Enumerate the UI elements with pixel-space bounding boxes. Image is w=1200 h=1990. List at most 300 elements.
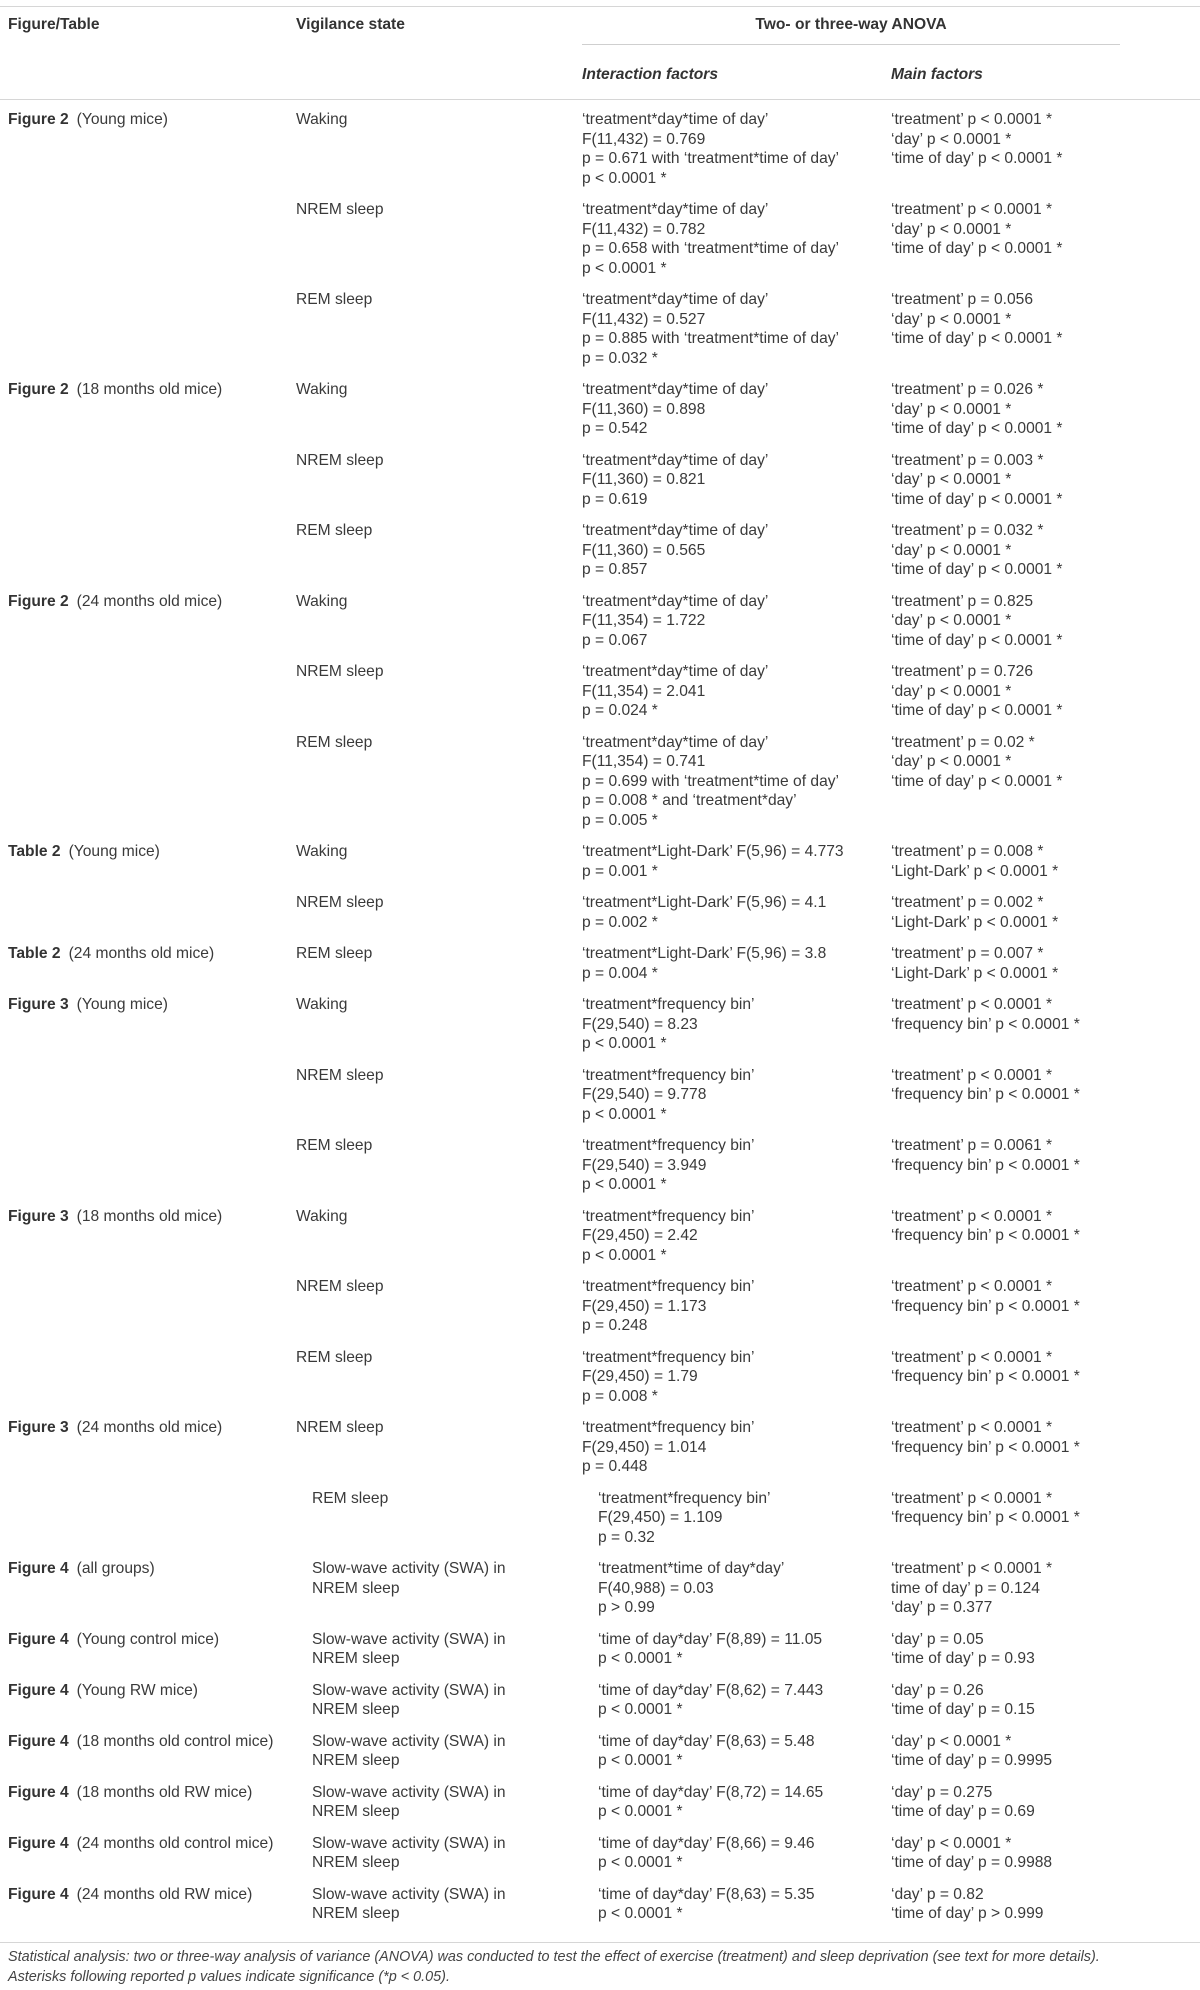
cell-main-factors bbox=[891, 1408, 1200, 1479]
table-row bbox=[0, 1267, 1200, 1338]
cell-vigilance-state bbox=[296, 1267, 582, 1338]
main-factor-line: ‘treatment’ p < 0.0001 * bbox=[891, 1560, 1053, 1577]
vigilance-state-line: NREM sleep bbox=[296, 663, 384, 680]
table-row bbox=[0, 1773, 1200, 1824]
vigilance-state-line: Waking bbox=[296, 111, 348, 128]
cell-main-factors bbox=[891, 1671, 1200, 1722]
main-factor-line: ‘time of day’ p = 0.15 bbox=[891, 1701, 1035, 1718]
cell-vigilance-state bbox=[296, 1197, 582, 1268]
interaction-line: p = 0.32 bbox=[598, 1528, 655, 1546]
cell-figure bbox=[0, 832, 296, 883]
vigilance-state-line: REM sleep bbox=[296, 1348, 373, 1366]
figure-group: (18 months old control mice) bbox=[76, 1732, 274, 1750]
vigilance-state-line: Waking bbox=[296, 843, 348, 860]
interaction-line: p < 0.0001 * bbox=[582, 1035, 667, 1052]
main-factor-line: ‘treatment’ p = 0.003 * bbox=[891, 451, 1044, 469]
figure-label: Figure 4 bbox=[8, 1783, 69, 1801]
cell-figure bbox=[0, 985, 296, 1056]
header-figure-table: Figure/Table bbox=[0, 7, 296, 100]
cell-interaction-factors bbox=[582, 1875, 891, 1926]
main-factor-line: ‘frequency bin’ p < 0.0001 * bbox=[891, 1086, 1080, 1103]
table-row bbox=[0, 1620, 1200, 1671]
interaction-line: F(29,540) = 8.23 bbox=[582, 1015, 698, 1033]
cell-main-factors bbox=[891, 370, 1200, 441]
figure-group: (Young mice) bbox=[76, 996, 168, 1013]
main-factor-line: ‘time of day’ p < 0.0001 * bbox=[891, 561, 1063, 578]
interaction-line: p = 0.658 with ‘treatment*time of day’ bbox=[582, 240, 839, 257]
interaction-line: p < 0.0001 * bbox=[582, 1246, 667, 1264]
cell-vigilance-state bbox=[296, 1773, 582, 1824]
main-factor-line: ‘time of day’ p < 0.0001 * bbox=[891, 420, 1063, 437]
interaction-line: ‘time of day*day’ F(8,63) = 5.48 bbox=[598, 1732, 815, 1750]
cell-figure bbox=[0, 934, 296, 985]
cell-figure bbox=[0, 1875, 296, 1926]
cell-main-factors bbox=[891, 1338, 1200, 1409]
vigilance-state-line: Slow-wave activity (SWA) in bbox=[312, 1834, 506, 1852]
cell-vigilance-state bbox=[296, 100, 582, 191]
main-factor-line: ‘treatment’ p = 0.032 * bbox=[891, 522, 1044, 539]
interaction-line: ‘treatment*time of day*day’ bbox=[598, 1560, 785, 1577]
cell-vigilance-state bbox=[296, 985, 582, 1056]
interaction-line: p < 0.0001 * bbox=[598, 1803, 683, 1820]
cell-interaction-factors bbox=[582, 1267, 891, 1338]
interaction-line: ‘treatment*frequency bin’ bbox=[582, 1207, 755, 1225]
main-factor-line: ‘day’ p < 0.0001 * bbox=[891, 1732, 1012, 1750]
cell-main-factors bbox=[891, 190, 1200, 280]
table-row bbox=[0, 1408, 1200, 1479]
interaction-line: p = 0.671 with ‘treatment*time of day’ bbox=[582, 150, 839, 167]
cell-main-factors bbox=[891, 1126, 1200, 1197]
cell-interaction-factors bbox=[582, 370, 891, 441]
cell-figure bbox=[0, 1338, 296, 1409]
table-row bbox=[0, 1056, 1200, 1127]
cell-main-factors bbox=[891, 723, 1200, 833]
figure-group: (Young mice) bbox=[68, 843, 160, 860]
vigilance-state-line: NREM sleep bbox=[312, 1752, 400, 1769]
cell-main-factors bbox=[891, 1479, 1200, 1550]
main-factor-line: ‘time of day’ p > 0.999 bbox=[891, 1905, 1044, 1922]
main-factor-line: ‘day’ p < 0.0001 * bbox=[891, 753, 1012, 770]
interaction-line: p = 0.619 bbox=[582, 490, 648, 508]
main-factor-line: ‘treatment’ p < 0.0001 * bbox=[891, 1489, 1053, 1507]
main-factor-line: ‘treatment’ p < 0.0001 * bbox=[891, 1419, 1053, 1436]
vigilance-state-line: NREM sleep bbox=[312, 1803, 400, 1820]
cell-figure bbox=[0, 441, 296, 512]
cell-figure bbox=[0, 1773, 296, 1824]
main-factor-line: ‘time of day’ p < 0.0001 * bbox=[891, 702, 1063, 719]
interaction-line: p = 0.005 * bbox=[582, 811, 658, 829]
table-row bbox=[0, 985, 1200, 1056]
interaction-line: p = 0.008 * and ‘treatment*day’ bbox=[582, 792, 797, 809]
interaction-line: F(29,450) = 1.109 bbox=[598, 1509, 723, 1526]
cell-vigilance-state bbox=[296, 1875, 582, 1926]
cell-figure bbox=[0, 1056, 296, 1127]
main-factor-line: ‘Light-Dark’ p < 0.0001 * bbox=[891, 913, 1059, 931]
interaction-line: ‘time of day*day’ F(8,72) = 14.65 bbox=[598, 1783, 824, 1801]
main-factor-line: ‘treatment’ p = 0.008 * bbox=[891, 843, 1044, 860]
cell-interaction-factors bbox=[582, 883, 891, 934]
figure-label: Table 2 bbox=[8, 843, 61, 860]
cell-interaction-factors bbox=[582, 1056, 891, 1127]
cell-vigilance-state bbox=[296, 1549, 582, 1620]
cell-vigilance-state bbox=[296, 370, 582, 441]
cell-vigilance-state bbox=[296, 832, 582, 883]
cell-main-factors bbox=[891, 1197, 1200, 1268]
cell-vigilance-state bbox=[296, 1056, 582, 1127]
main-factor-line: ‘day’ p < 0.0001 * bbox=[891, 1834, 1012, 1852]
vigilance-state-line: Slow-wave activity (SWA) in bbox=[312, 1630, 506, 1648]
main-factor-line: ‘time of day’ p = 0.93 bbox=[891, 1650, 1035, 1667]
cell-main-factors bbox=[891, 652, 1200, 723]
cell-interaction-factors bbox=[582, 100, 891, 191]
main-factor-line: ‘time of day’ p < 0.0001 * bbox=[891, 150, 1063, 167]
vigilance-state-line: Slow-wave activity (SWA) in bbox=[312, 1681, 506, 1699]
cell-figure bbox=[0, 1479, 296, 1550]
main-factor-line: ‘frequency bin’ p < 0.0001 * bbox=[891, 1156, 1080, 1174]
table-row bbox=[0, 652, 1200, 723]
vigilance-state-line: NREM sleep bbox=[296, 201, 384, 218]
main-factor-line: ‘time of day’ p < 0.0001 * bbox=[891, 631, 1063, 649]
figure-label: Figure 3 bbox=[8, 996, 69, 1013]
cell-main-factors bbox=[891, 1620, 1200, 1671]
interaction-line: p = 0.032 * bbox=[582, 349, 658, 367]
footnote-line: Asterisks following reported p values indicate significance (*p < 0.05). bbox=[8, 1969, 450, 1985]
main-factor-line: ‘treatment’ p < 0.0001 * bbox=[891, 1066, 1053, 1084]
cell-interaction-factors bbox=[582, 1338, 891, 1409]
main-factor-line: ‘time of day’ p = 0.69 bbox=[891, 1803, 1035, 1820]
cell-figure bbox=[0, 100, 296, 191]
main-factor-line: ‘day’ p = 0.82 bbox=[891, 1885, 984, 1903]
main-factor-line: ‘treatment’ p = 0.0061 * bbox=[891, 1137, 1053, 1154]
main-factor-line: ‘treatment’ p = 0.002 * bbox=[891, 894, 1044, 911]
cell-vigilance-state bbox=[296, 652, 582, 723]
main-factor-line: ‘day’ p < 0.0001 * bbox=[891, 400, 1012, 418]
main-factor-line: ‘day’ p < 0.0001 * bbox=[891, 471, 1012, 488]
interaction-line: p < 0.0001 * bbox=[598, 1752, 683, 1769]
cell-figure bbox=[0, 883, 296, 934]
vigilance-state-line: Slow-wave activity (SWA) in bbox=[312, 1732, 506, 1750]
table-bottom-rule bbox=[0, 1926, 1200, 1943]
interaction-line: ‘time of day*day’ F(8,62) = 7.443 bbox=[598, 1681, 824, 1699]
main-factor-line: ‘treatment’ p = 0.825 bbox=[891, 592, 1034, 610]
figure-group: (18 months old RW mice) bbox=[76, 1783, 253, 1801]
main-factor-line: ‘time of day’ p < 0.0001 * bbox=[891, 490, 1063, 508]
figure-label: Figure 3 bbox=[8, 1419, 69, 1436]
cell-interaction-factors bbox=[582, 934, 891, 985]
cell-main-factors bbox=[891, 1773, 1200, 1824]
header-interaction-factors: Interaction factors bbox=[582, 66, 719, 84]
interaction-line: p < 0.0001 * bbox=[598, 1854, 683, 1871]
cell-vigilance-state bbox=[296, 1126, 582, 1197]
vigilance-state-line: Waking bbox=[296, 1207, 348, 1225]
figure-group: (18 months old mice) bbox=[76, 1207, 223, 1225]
vigilance-state-line: NREM sleep bbox=[312, 1650, 400, 1667]
cell-vigilance-state bbox=[296, 582, 582, 653]
cell-vigilance-state bbox=[296, 1722, 582, 1773]
table-row bbox=[0, 370, 1200, 441]
cell-interaction-factors bbox=[582, 1549, 891, 1620]
main-factor-line: ‘Light-Dark’ p < 0.0001 * bbox=[891, 862, 1059, 880]
interaction-line: ‘treatment*frequency bin’ bbox=[582, 1348, 755, 1366]
cell-interaction-factors bbox=[582, 511, 891, 582]
cell-vigilance-state bbox=[296, 1479, 582, 1550]
table-row bbox=[0, 1671, 1200, 1722]
cell-interaction-factors bbox=[582, 1479, 891, 1550]
interaction-line: F(29,540) = 3.949 bbox=[582, 1156, 707, 1174]
interaction-line: F(29,450) = 2.42 bbox=[582, 1227, 698, 1244]
vigilance-state-line: REM sleep bbox=[296, 522, 373, 539]
main-factor-line: ‘day’ p = 0.275 bbox=[891, 1783, 993, 1801]
interaction-line: p = 0.002 * bbox=[582, 913, 658, 931]
cell-figure bbox=[0, 1620, 296, 1671]
vigilance-state-line: REM sleep bbox=[312, 1489, 389, 1507]
main-factor-line: ‘treatment’ p < 0.0001 * bbox=[891, 111, 1053, 128]
cell-vigilance-state bbox=[296, 190, 582, 280]
figure-label: Figure 4 bbox=[8, 1834, 69, 1852]
interaction-line: ‘treatment*day*time of day’ bbox=[582, 592, 769, 610]
figure-label: Figure 2 bbox=[8, 592, 69, 610]
interaction-line: p < 0.0001 * bbox=[598, 1905, 683, 1922]
vigilance-state-line: NREM sleep bbox=[296, 894, 384, 911]
interaction-line: ‘treatment*day*time of day’ bbox=[582, 291, 769, 308]
main-factor-line: ‘time of day’ p < 0.0001 * bbox=[891, 240, 1063, 257]
interaction-line: F(11,354) = 2.041 bbox=[582, 682, 706, 700]
interaction-line: ‘treatment*frequency bin’ bbox=[582, 1419, 755, 1436]
cell-vigilance-state bbox=[296, 1620, 582, 1671]
main-factor-line: ‘treatment’ p < 0.0001 * bbox=[891, 1278, 1053, 1295]
table-row bbox=[0, 832, 1200, 883]
main-factor-line: ‘day’ p < 0.0001 * bbox=[891, 220, 1012, 238]
cell-interaction-factors bbox=[582, 582, 891, 653]
main-factor-line: ‘day’ p < 0.0001 * bbox=[891, 541, 1012, 559]
vigilance-state-line: NREM sleep bbox=[312, 1854, 400, 1871]
table-row bbox=[0, 1197, 1200, 1268]
interaction-line: p = 0.885 with ‘treatment*time of day’ bbox=[582, 330, 839, 347]
interaction-line: F(29,450) = 1.79 bbox=[582, 1368, 698, 1385]
cell-interaction-factors bbox=[582, 1671, 891, 1722]
cell-figure bbox=[0, 370, 296, 441]
main-factor-line: ‘time of day’ p = 0.9988 bbox=[891, 1854, 1053, 1871]
interaction-line: F(40,988) = 0.03 bbox=[598, 1579, 714, 1597]
figure-group: (Young control mice) bbox=[76, 1630, 220, 1648]
table-row bbox=[0, 883, 1200, 934]
cell-main-factors bbox=[891, 511, 1200, 582]
cell-interaction-factors bbox=[582, 190, 891, 280]
cell-vigilance-state bbox=[296, 1671, 582, 1722]
vigilance-state-line: Waking bbox=[296, 381, 348, 398]
interaction-line: ‘treatment*Light-Dark’ F(5,96) = 4.1 bbox=[582, 894, 827, 911]
cell-figure bbox=[0, 723, 296, 833]
main-factor-line: ‘time of day’ p = 0.9995 bbox=[891, 1752, 1053, 1769]
cell-main-factors bbox=[891, 582, 1200, 653]
cell-interaction-factors bbox=[582, 832, 891, 883]
table-row bbox=[0, 100, 1200, 191]
vigilance-state-line: REM sleep bbox=[296, 291, 373, 308]
interaction-line: F(11,432) = 0.527 bbox=[582, 310, 706, 328]
cell-main-factors bbox=[891, 1267, 1200, 1338]
main-factor-line: ‘treatment’ p = 0.056 bbox=[891, 291, 1034, 308]
interaction-line: p < 0.0001 * bbox=[582, 1105, 667, 1123]
figure-group: (24 months old mice) bbox=[68, 945, 215, 962]
cell-figure bbox=[0, 652, 296, 723]
cell-vigilance-state bbox=[296, 934, 582, 985]
interaction-line: ‘treatment*day*time of day’ bbox=[582, 451, 769, 469]
cell-figure bbox=[0, 511, 296, 582]
main-factor-line: ‘treatment’ p = 0.02 * bbox=[891, 733, 1035, 751]
vigilance-state-line: NREM sleep bbox=[296, 451, 384, 469]
interaction-line: ‘time of day*day’ F(8,63) = 5.35 bbox=[598, 1885, 815, 1903]
interaction-line: p = 0.542 bbox=[582, 420, 648, 437]
vigilance-state-line: NREM sleep bbox=[296, 1066, 384, 1084]
table-row bbox=[0, 1338, 1200, 1409]
header-vigilance-state: Vigilance state bbox=[296, 7, 582, 100]
main-factor-line: ‘treatment’ p < 0.0001 * bbox=[891, 996, 1053, 1013]
cell-interaction-factors bbox=[582, 1824, 891, 1875]
anova-table bbox=[0, 6, 1200, 1943]
vigilance-state-line: Slow-wave activity (SWA) in bbox=[312, 1560, 506, 1577]
vigilance-state-line: Slow-wave activity (SWA) in bbox=[312, 1885, 506, 1903]
cell-main-factors bbox=[891, 1722, 1200, 1773]
figure-group: (all groups) bbox=[76, 1560, 155, 1577]
figure-group: (24 months old control mice) bbox=[76, 1834, 274, 1852]
interaction-line: ‘treatment*day*time of day’ bbox=[582, 381, 769, 398]
cell-interaction-factors bbox=[582, 1126, 891, 1197]
interaction-line: F(11,354) = 1.722 bbox=[582, 612, 706, 629]
table-row bbox=[0, 934, 1200, 985]
cell-interaction-factors bbox=[582, 1408, 891, 1479]
interaction-line: p = 0.699 with ‘treatment*time of day’ bbox=[582, 772, 839, 790]
cell-main-factors bbox=[891, 1824, 1200, 1875]
interaction-line: p = 0.857 bbox=[582, 561, 648, 578]
header-anova: Two- or three-way ANOVA bbox=[582, 7, 1200, 52]
interaction-line: p < 0.0001 * bbox=[582, 259, 667, 277]
vigilance-state-line: REM sleep bbox=[296, 945, 373, 962]
main-factor-line: ‘day’ p = 0.05 bbox=[891, 1630, 984, 1648]
figure-group: (24 months old RW mice) bbox=[76, 1885, 253, 1903]
cell-figure bbox=[0, 1197, 296, 1268]
main-factor-line: ‘day’ p = 0.26 bbox=[891, 1681, 984, 1699]
main-factor-line: ‘day’ p < 0.0001 * bbox=[891, 612, 1012, 629]
main-factor-line: ‘treatment’ p = 0.726 bbox=[891, 663, 1034, 680]
main-factor-line: ‘treatment’ p < 0.0001 * bbox=[891, 1348, 1053, 1366]
main-factor-line: ‘day’ p < 0.0001 * bbox=[891, 130, 1012, 148]
interaction-line: p = 0.067 bbox=[582, 631, 648, 649]
figure-label: Figure 4 bbox=[8, 1885, 69, 1903]
cell-main-factors bbox=[891, 441, 1200, 512]
table-row bbox=[0, 441, 1200, 512]
cell-main-factors bbox=[891, 1056, 1200, 1127]
cell-vigilance-state bbox=[296, 1338, 582, 1409]
vigilance-state-line: NREM sleep bbox=[296, 1278, 384, 1295]
table-row bbox=[0, 280, 1200, 370]
cell-main-factors bbox=[891, 934, 1200, 985]
figure-label: Figure 3 bbox=[8, 1207, 69, 1225]
cell-vigilance-state bbox=[296, 280, 582, 370]
main-factor-line: ‘day’ p = 0.377 bbox=[891, 1599, 993, 1616]
vigilance-state-line: NREM sleep bbox=[296, 1419, 384, 1436]
vigilance-state-line: NREM sleep bbox=[312, 1701, 400, 1718]
cell-vigilance-state bbox=[296, 1824, 582, 1875]
cell-vigilance-state bbox=[296, 883, 582, 934]
interaction-line: p = 0.004 * bbox=[582, 964, 658, 982]
interaction-line: F(29,540) = 9.778 bbox=[582, 1086, 707, 1103]
cell-main-factors bbox=[891, 1875, 1200, 1926]
cell-interaction-factors bbox=[582, 441, 891, 512]
main-factor-line: ‘frequency bin’ p < 0.0001 * bbox=[891, 1227, 1080, 1244]
figure-label: Figure 2 bbox=[8, 111, 69, 128]
interaction-line: p = 0.448 bbox=[582, 1458, 648, 1475]
vigilance-state-line: Waking bbox=[296, 996, 348, 1013]
cell-interaction-factors bbox=[582, 1722, 891, 1773]
vigilance-state-line: NREM sleep bbox=[312, 1579, 400, 1597]
figure-group: (Young RW mice) bbox=[76, 1681, 198, 1699]
cell-figure bbox=[0, 1824, 296, 1875]
interaction-line: ‘treatment*day*time of day’ bbox=[582, 111, 769, 128]
cell-interaction-factors bbox=[582, 1773, 891, 1824]
cell-figure bbox=[0, 1671, 296, 1722]
table-row bbox=[0, 511, 1200, 582]
cell-main-factors bbox=[891, 280, 1200, 370]
main-factor-line: ‘time of day’ p < 0.0001 * bbox=[891, 772, 1063, 790]
cell-main-factors bbox=[891, 1549, 1200, 1620]
interaction-line: p < 0.0001 * bbox=[598, 1650, 683, 1667]
cell-figure bbox=[0, 1126, 296, 1197]
interaction-line: F(11,360) = 0.821 bbox=[582, 471, 706, 488]
interaction-line: p > 0.99 bbox=[598, 1599, 655, 1616]
interaction-line: F(29,450) = 1.173 bbox=[582, 1297, 707, 1315]
table-row bbox=[0, 1722, 1200, 1773]
cell-vigilance-state bbox=[296, 441, 582, 512]
interaction-line: p = 0.008 * bbox=[582, 1387, 658, 1405]
vigilance-state-line: Waking bbox=[296, 592, 348, 610]
interaction-line: ‘treatment*day*time of day’ bbox=[582, 733, 769, 751]
interaction-line: ‘treatment*Light-Dark’ F(5,96) = 3.8 bbox=[582, 945, 827, 962]
figure-label: Figure 4 bbox=[8, 1630, 69, 1648]
figure-group: (24 months old mice) bbox=[76, 1419, 223, 1436]
figure-group: (18 months old mice) bbox=[76, 381, 223, 398]
main-factor-line: ‘treatment’ p < 0.0001 * bbox=[891, 201, 1053, 218]
interaction-line: F(11,432) = 0.782 bbox=[582, 220, 706, 238]
interaction-line: ‘treatment*frequency bin’ bbox=[598, 1489, 771, 1507]
table-row bbox=[0, 723, 1200, 833]
cell-figure bbox=[0, 1267, 296, 1338]
table-row bbox=[0, 1126, 1200, 1197]
vigilance-state-line: REM sleep bbox=[296, 1137, 373, 1154]
cell-vigilance-state bbox=[296, 723, 582, 833]
figure-label: Figure 2 bbox=[8, 381, 69, 398]
interaction-line: ‘treatment*Light-Dark’ F(5,96) = 4.773 bbox=[582, 843, 844, 860]
interaction-line: p = 0.001 * bbox=[582, 862, 658, 880]
main-factor-line: ‘frequency bin’ p < 0.0001 * bbox=[891, 1297, 1080, 1315]
vigilance-state-line: Slow-wave activity (SWA) in bbox=[312, 1783, 506, 1801]
footnote-line: Statistical analysis: two or three-way analysis of variance (ANOVA) was conducted to test the effect of exercise (treatment) and sleep deprivation (see text for more details). bbox=[8, 1949, 1100, 1965]
main-factor-line: ‘treatment’ p = 0.026 * bbox=[891, 381, 1044, 398]
cell-figure bbox=[0, 280, 296, 370]
header-main-factors: Main factors bbox=[891, 66, 983, 84]
vigilance-state-line: REM sleep bbox=[296, 733, 373, 751]
cell-interaction-factors bbox=[582, 723, 891, 833]
cell-interaction-factors bbox=[582, 280, 891, 370]
cell-figure bbox=[0, 1722, 296, 1773]
cell-figure bbox=[0, 582, 296, 653]
main-factor-line: ‘frequency bin’ p < 0.0001 * bbox=[891, 1509, 1080, 1526]
figure-label: Figure 4 bbox=[8, 1681, 69, 1699]
interaction-line: F(11,432) = 0.769 bbox=[582, 130, 706, 148]
cell-interaction-factors bbox=[582, 1620, 891, 1671]
table-row bbox=[0, 582, 1200, 653]
cell-main-factors bbox=[891, 883, 1200, 934]
table-row bbox=[0, 1875, 1200, 1926]
